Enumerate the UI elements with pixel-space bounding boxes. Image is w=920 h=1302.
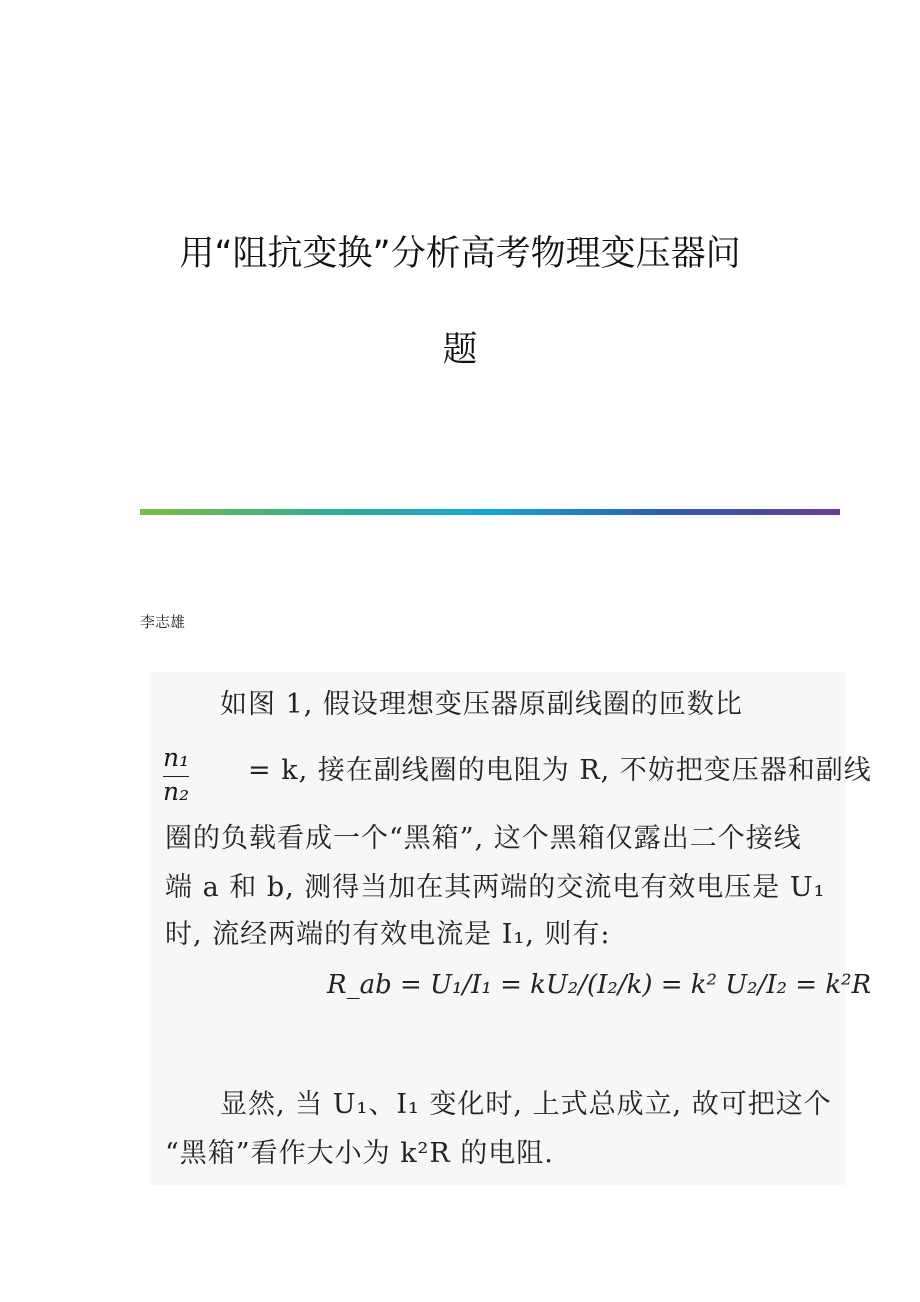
impedance-formula: R_ab = U₁/I₁ = kU₂/(I₂/k) = k² U₂/I₂ = k²R bbox=[327, 970, 872, 1000]
fraction-numerator: n₁ bbox=[163, 743, 190, 772]
fraction-denominator: n₂ bbox=[163, 777, 190, 806]
paragraph-line-3: 圈的负载看成一个“黑箱”, 这个黑箱仅露出二个接线 bbox=[165, 823, 802, 854]
paragraph-line-7: “黑箱”看作大小为 k²R 的电阻. bbox=[165, 1138, 554, 1169]
paragraph-line-6: 显然, 当 U₁、I₁ 变化时, 上式总成立, 故可把这个 bbox=[220, 1089, 832, 1120]
document-title-line-2: 题 bbox=[442, 330, 478, 370]
gradient-divider bbox=[140, 509, 840, 515]
paragraph-line-5: 时, 流经两端的有效电流是 I₁, 则有: bbox=[165, 919, 611, 950]
author-name: 李志雄 bbox=[140, 613, 186, 631]
paragraph-line-4: 端 a 和 b, 测得当加在其两端的交流电有效电压是 U₁ bbox=[165, 872, 826, 903]
paragraph-line-1: 如图 1, 假设理想变压器原副线圈的匝数比 bbox=[220, 689, 743, 720]
paragraph-line-2: = k, 接在副线圈的电阻为 R, 不妨把变压器和副线 bbox=[248, 755, 872, 786]
turns-ratio-fraction bbox=[163, 745, 189, 807]
document-title-line-1: 用“阻抗变换”分析高考物理变压器问 bbox=[179, 234, 741, 274]
